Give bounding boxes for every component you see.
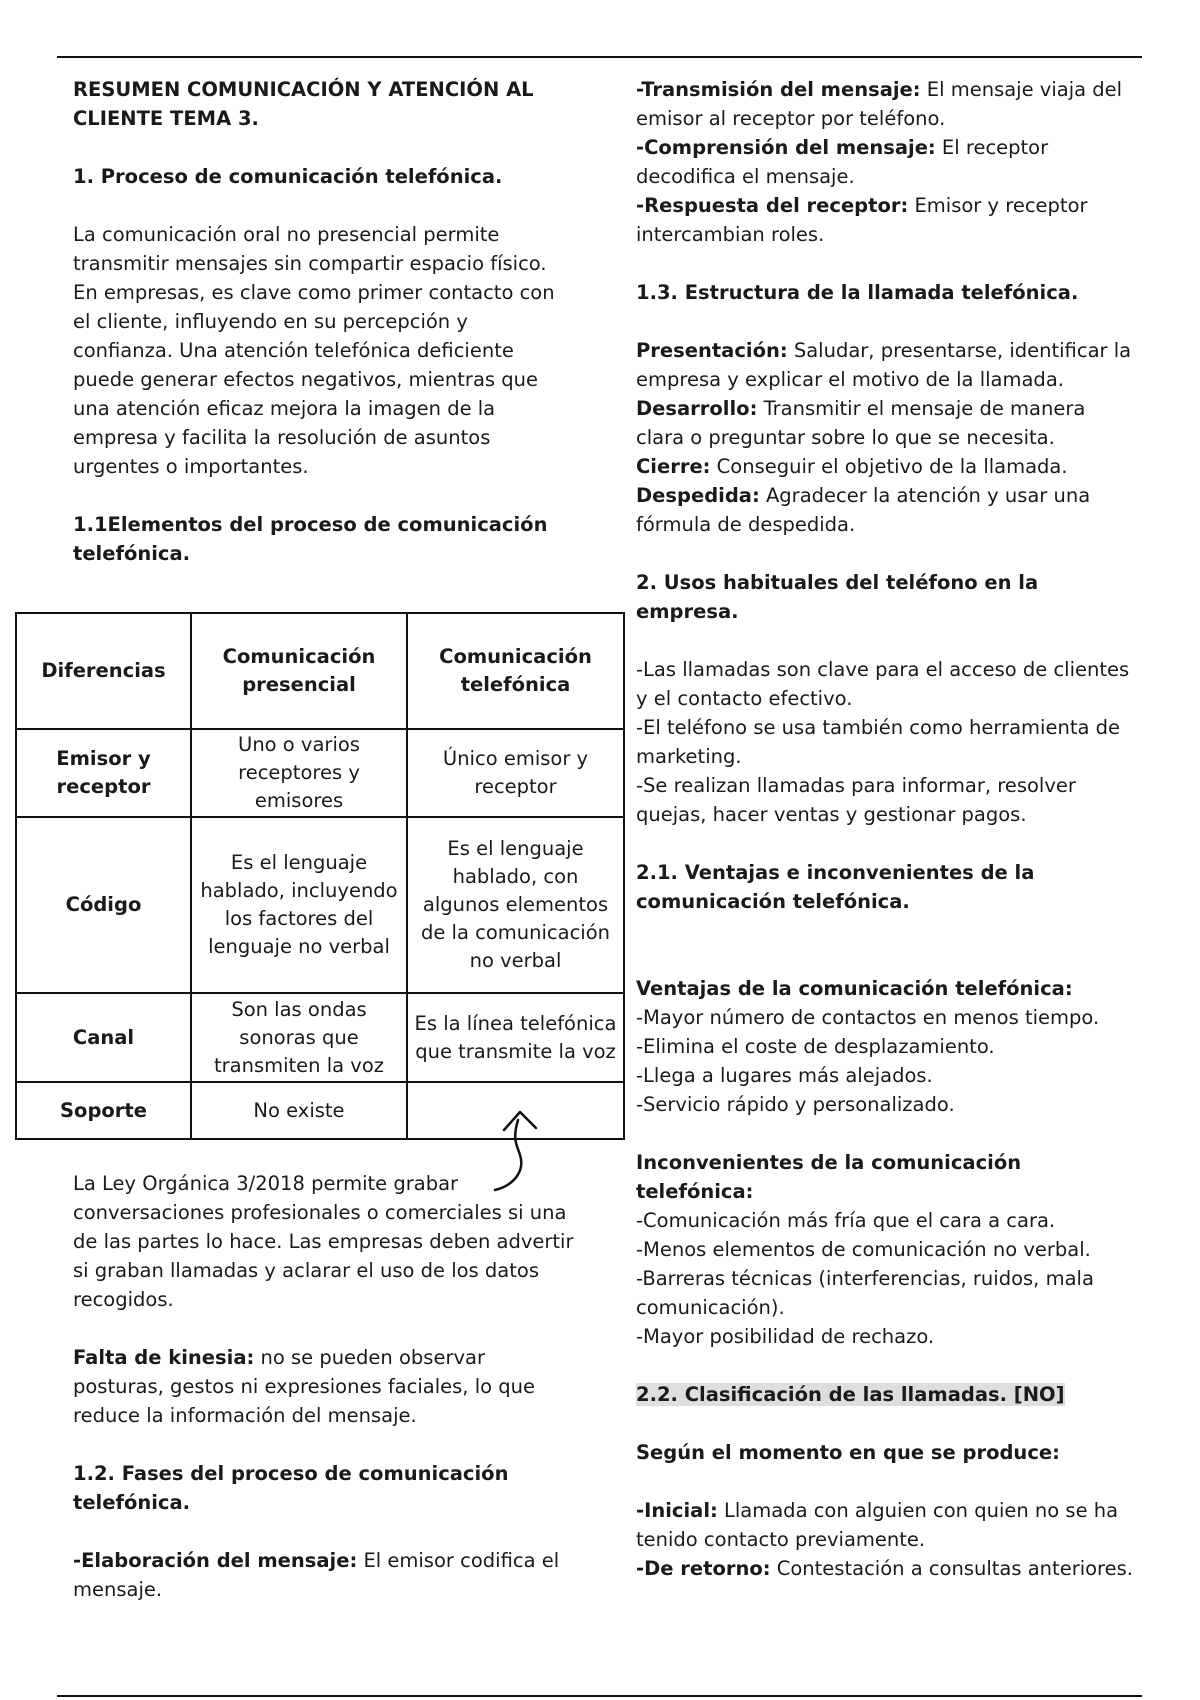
top-rule xyxy=(57,56,1142,58)
table-cell: Es el lenguaje hablado, incluyendo los factores del lenguaje no verbal xyxy=(191,817,407,993)
bottom-rule xyxy=(57,1695,1142,1697)
section-1-2-heading: 1.2. Fases del proceso de comunicación telefónica. xyxy=(73,1462,509,1514)
table-header-diferencias: Diferencias xyxy=(16,613,191,729)
section-2-2-highlight: 2.2. Clasificación de las llamadas. [NO] xyxy=(636,1383,1065,1406)
despedida-label: Despedida: xyxy=(636,484,760,507)
fase-4-text: Emisor y receptor intercambian roles. xyxy=(636,194,1088,246)
ventaja-item: -Mayor número de contactos en menos tiempo. xyxy=(636,1006,1100,1029)
cierre-text: Conseguir el objetivo de la llamada. xyxy=(710,455,1068,478)
table-cell: Es el lenguaje hablado, con algunos elementos de la comunicación no verbal xyxy=(407,817,624,993)
ventaja-item: -Llega a lugares más alejados. xyxy=(636,1064,933,1087)
presentacion-label: Presentación: xyxy=(636,339,788,362)
cierre-label: Cierre: xyxy=(636,455,711,478)
estructura-desarrollo xyxy=(636,394,1136,452)
left-column-lower xyxy=(73,1169,578,1604)
table-cell: Son las ondas sonoras que transmiten la voz xyxy=(191,993,407,1082)
kinesia-paragraph xyxy=(73,1343,578,1430)
table-cell: Uno o varios receptores y emisores xyxy=(191,729,407,817)
estructura-despedida xyxy=(636,481,1136,539)
fase-3-label: -Comprensión del mensaje: xyxy=(636,136,936,159)
table-cell: Es la línea telefónica que transmite la voz xyxy=(407,993,624,1082)
uso-item: -El teléfono se usa también como herramienta de marketing. xyxy=(636,716,1120,768)
ventaja-item: -Servicio rápido y personalizado. xyxy=(636,1093,955,1116)
desarrollo-label: Desarrollo: xyxy=(636,397,758,420)
despedida-text: Agradecer la atención y usar una fórmula de despedida. xyxy=(636,484,1091,536)
uso-item: -Se realizan llamadas para informar, resolver quejas, hacer ventas y gestionar pagos. xyxy=(636,774,1076,826)
table-row-label: Canal xyxy=(16,993,191,1082)
presentacion-text: Saludar, presentarse, identificar la empresa y explicar el motivo de la llamada. xyxy=(636,339,1132,391)
section-1-1-heading: 1.1Elementos del proceso de comunicación telefónica. xyxy=(73,513,548,565)
momento-heading: Según el momento en que se produce: xyxy=(636,1441,1060,1464)
document-title: RESUMEN COMUNICACIÓN Y ATENCIÓN AL CLIENTE TEMA 3. xyxy=(73,78,534,130)
comparison-table xyxy=(15,612,625,1140)
table-cell: Único emisor y receptor xyxy=(407,729,624,817)
table-header-telefonica: Comunicación telefónica xyxy=(407,613,624,729)
table-cell: No existe xyxy=(191,1082,407,1139)
ley-text: La Ley Orgánica 3/2018 permite grabar conversaciones profesionales o comerciales si una de las partes lo hace. Las empresas deben advertir si graban llamadas y aclarar el uso de los datos recogidos. xyxy=(73,1172,574,1311)
section-2-2-heading xyxy=(636,1380,1136,1409)
fase-2-label: -Transmisión del mensaje: xyxy=(636,78,921,101)
uso-item: -Las llamadas son clave para el acceso de clientes y el contacto efectivo. xyxy=(636,658,1130,710)
section-1-heading: 1. Proceso de comunicación telefónica. xyxy=(73,165,503,188)
inicial-text: Llamada con alguien con quien no se ha tenido contacto previamente. xyxy=(636,1499,1119,1551)
table-row-label: Soporte xyxy=(16,1082,191,1139)
inconveniente-item: -Menos elementos de comunicación no verbal. xyxy=(636,1238,1091,1261)
fase-3 xyxy=(636,133,1136,191)
table-row-label: Código xyxy=(16,817,191,993)
table-row-label: Emisor y receptor xyxy=(16,729,191,817)
inicial-label: -Inicial: xyxy=(636,1499,718,1522)
left-column xyxy=(73,75,573,568)
fase-1-text: El emisor codifica el mensaje. xyxy=(73,1549,560,1601)
fase-4 xyxy=(636,191,1136,249)
estructura-cierre xyxy=(636,452,1136,481)
inconveniente-item: -Comunicación más fría que el cara a cara. xyxy=(636,1209,1056,1232)
section-1-text: La comunicación oral no presencial permite transmitir mensajes sin compartir espacio físico. En empresas, es clave como primer contacto con el cliente, influyendo en su percepción y confianza. Una atención telefónica deficiente puede generar efectos negativos, mientras que una atención eficaz mejora la imagen de la empresa y facilita la resolución de asuntos urgentes o importantes. xyxy=(73,223,555,478)
section-2-1-heading: 2.1. Ventajas e inconvenientes de la comunicación telefónica. xyxy=(636,861,1035,913)
inconveniente-item: -Mayor posibilidad de rechazo. xyxy=(636,1325,935,1348)
llamada-retorno xyxy=(636,1554,1136,1583)
desarrollo-text: Transmitir el mensaje de manera clara o preguntar sobre lo que se necesita. xyxy=(636,397,1086,449)
inconvenientes-heading: Inconvenientes de la comunicación telefónica: xyxy=(636,1151,1022,1203)
section-1-3-heading: 1.3. Estructura de la llamada telefónica. xyxy=(636,281,1079,304)
fase-3-text: El receptor decodifica el mensaje. xyxy=(636,136,1049,188)
fase-1 xyxy=(73,1546,578,1604)
retorno-label: -De retorno: xyxy=(636,1557,771,1580)
fase-1-label: -Elaboración del mensaje: xyxy=(73,1549,358,1572)
right-column xyxy=(636,75,1136,1583)
kinesia-text: no se pueden observar posturas, gestos ni expresiones faciales, lo que reduce la información del mensaje. xyxy=(73,1346,535,1427)
ventaja-item: -Elimina el coste de desplazamiento. xyxy=(636,1035,995,1058)
llamada-inicial xyxy=(636,1496,1136,1554)
fase-4-label: -Respuesta del receptor: xyxy=(636,194,909,217)
fase-2 xyxy=(636,75,1136,133)
retorno-text: Contestación a consultas anteriores. xyxy=(770,1557,1133,1580)
section-2-heading: 2. Usos habituales del teléfono en la empresa. xyxy=(636,571,1039,623)
table-header-presencial: Comunicación presencial xyxy=(191,613,407,729)
kinesia-label: Falta de kinesia: xyxy=(73,1346,255,1369)
ventajas-heading: Ventajas de la comunicación telefónica: xyxy=(636,977,1073,1000)
estructura-presentacion xyxy=(636,336,1136,394)
fase-2-text: El mensaje viaja del emisor al receptor por teléfono. xyxy=(636,78,1123,130)
inconveniente-item: -Barreras técnicas (interferencias, ruidos, mala comunicación). xyxy=(636,1267,1094,1319)
